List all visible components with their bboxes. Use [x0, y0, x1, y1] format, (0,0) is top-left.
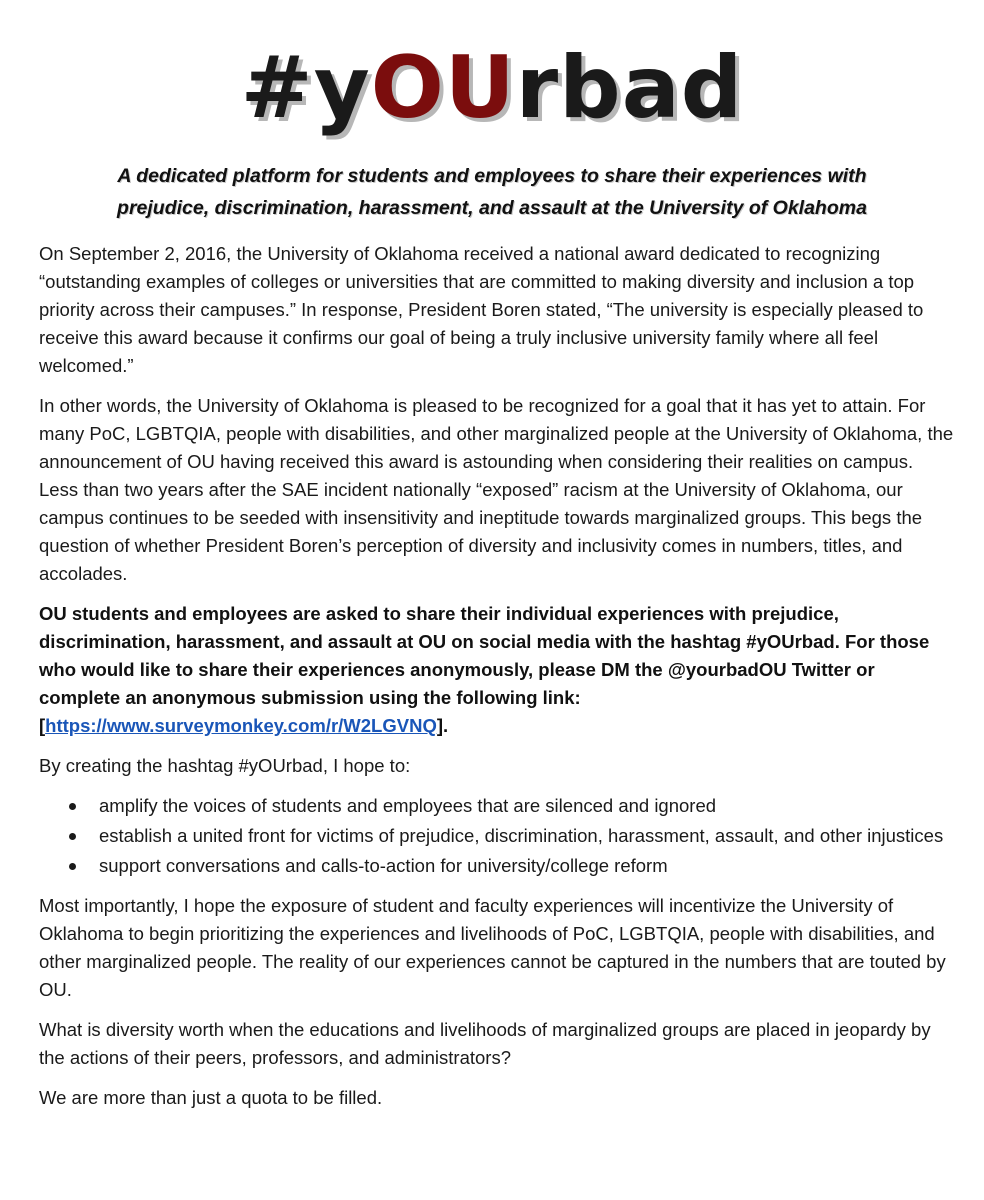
paragraph-most-importantly: Most importantly, I hope the exposure of student and faculty experiences will incentivize the University of Oklahoma to begin prioritizing the experiences and livelihoods of PoC, LGBTQIA, people with disabilities, and other marginalized people. The reality of our experiences cannot be captured in the numbers that are touted by OU.: [39, 895, 946, 1000]
title-prefix: #y: [240, 38, 371, 138]
title-highlight: OU: [370, 38, 516, 138]
subtitle: [36, 160, 948, 224]
subtitle-line-1: A dedicated platform for students and employees to share their experiences with: [117, 165, 867, 187]
paragraph-diversity-worth: What is diversity worth when the educations and livelihoods of marginalized groups are placed in jeopardy by the actions of their peers, professors, and administrators?: [39, 1019, 931, 1068]
subtitle-line-2: prejudice, discrimination, harassment, and assault at the University of Oklahoma: [117, 197, 867, 219]
list-item: [39, 792, 957, 820]
list-item-text: support conversations and calls-to-action for university/college reform: [99, 855, 668, 876]
list-item: [39, 822, 957, 850]
bracket-close: ].: [436, 715, 449, 736]
paragraph-other-words: In other words, the University of Oklahoma is pleased to be recognized for a goal that it has yet to attain. For many PoC, LGBTQIA, people with disabilities, and other marginalized people at the University of Oklahoma, the announcement of OU having received this award is astounding when considering their realities on campus. Less than two years after the SAE incident nationally “exposed” racism at the University of Oklahoma, our campus continues to be seeded with insensitivity and ineptitude towards marginalized groups. This begs the question of whether President Boren’s perception of diversity and inclusivity comes in numbers, titles, and accolades.: [39, 395, 954, 584]
list-item-text: amplify the voices of students and employees that are silenced and ignored: [99, 795, 717, 816]
paragraph-hope-intro: By creating the hashtag #yOUrbad, I hope to:: [39, 755, 411, 776]
hashtag-title: [0, 38, 984, 138]
bullet-dot-icon: [69, 803, 76, 810]
bullet-dot-icon: [69, 863, 76, 870]
bullet-dot-icon: [69, 833, 76, 840]
hope-bullet-list: [39, 792, 957, 880]
document-body: [39, 240, 957, 1124]
paragraph-call-to-share: [39, 600, 957, 740]
survey-link[interactable]: https://www.surveymonkey.com/r/W2LGVNQ: [45, 715, 437, 736]
call-to-share-text: OU students and employees are asked to share their individual experiences with prejudice, discrimination, harassment, and assault at OU on social media with the hashtag #yOUrbad. For those who would like to share their experiences anonymously, please DM the @yourbadOU Twitter or complete an anonymous submission using the following link:: [39, 603, 930, 708]
title-suffix: rbad: [515, 38, 744, 138]
list-item: [39, 852, 957, 880]
bracket-open: [: [39, 715, 46, 736]
paragraph-quota: We are more than just a quota to be filled.: [39, 1087, 383, 1108]
paragraph-award: On September 2, 2016, the University of Oklahoma received a national award dedicated to recognizing “outstanding examples of colleges or universities that are committed to making diversity and inclusion a top priority across their campuses.” In response, President Boren stated, “The university is especially pleased to receive this award because it confirms our goal of being a truly inclusive university family where all feel welcomed.”: [39, 243, 924, 376]
list-item-text: establish a united front for victims of prejudice, discrimination, harassment, assault, and other injustices: [99, 825, 944, 846]
